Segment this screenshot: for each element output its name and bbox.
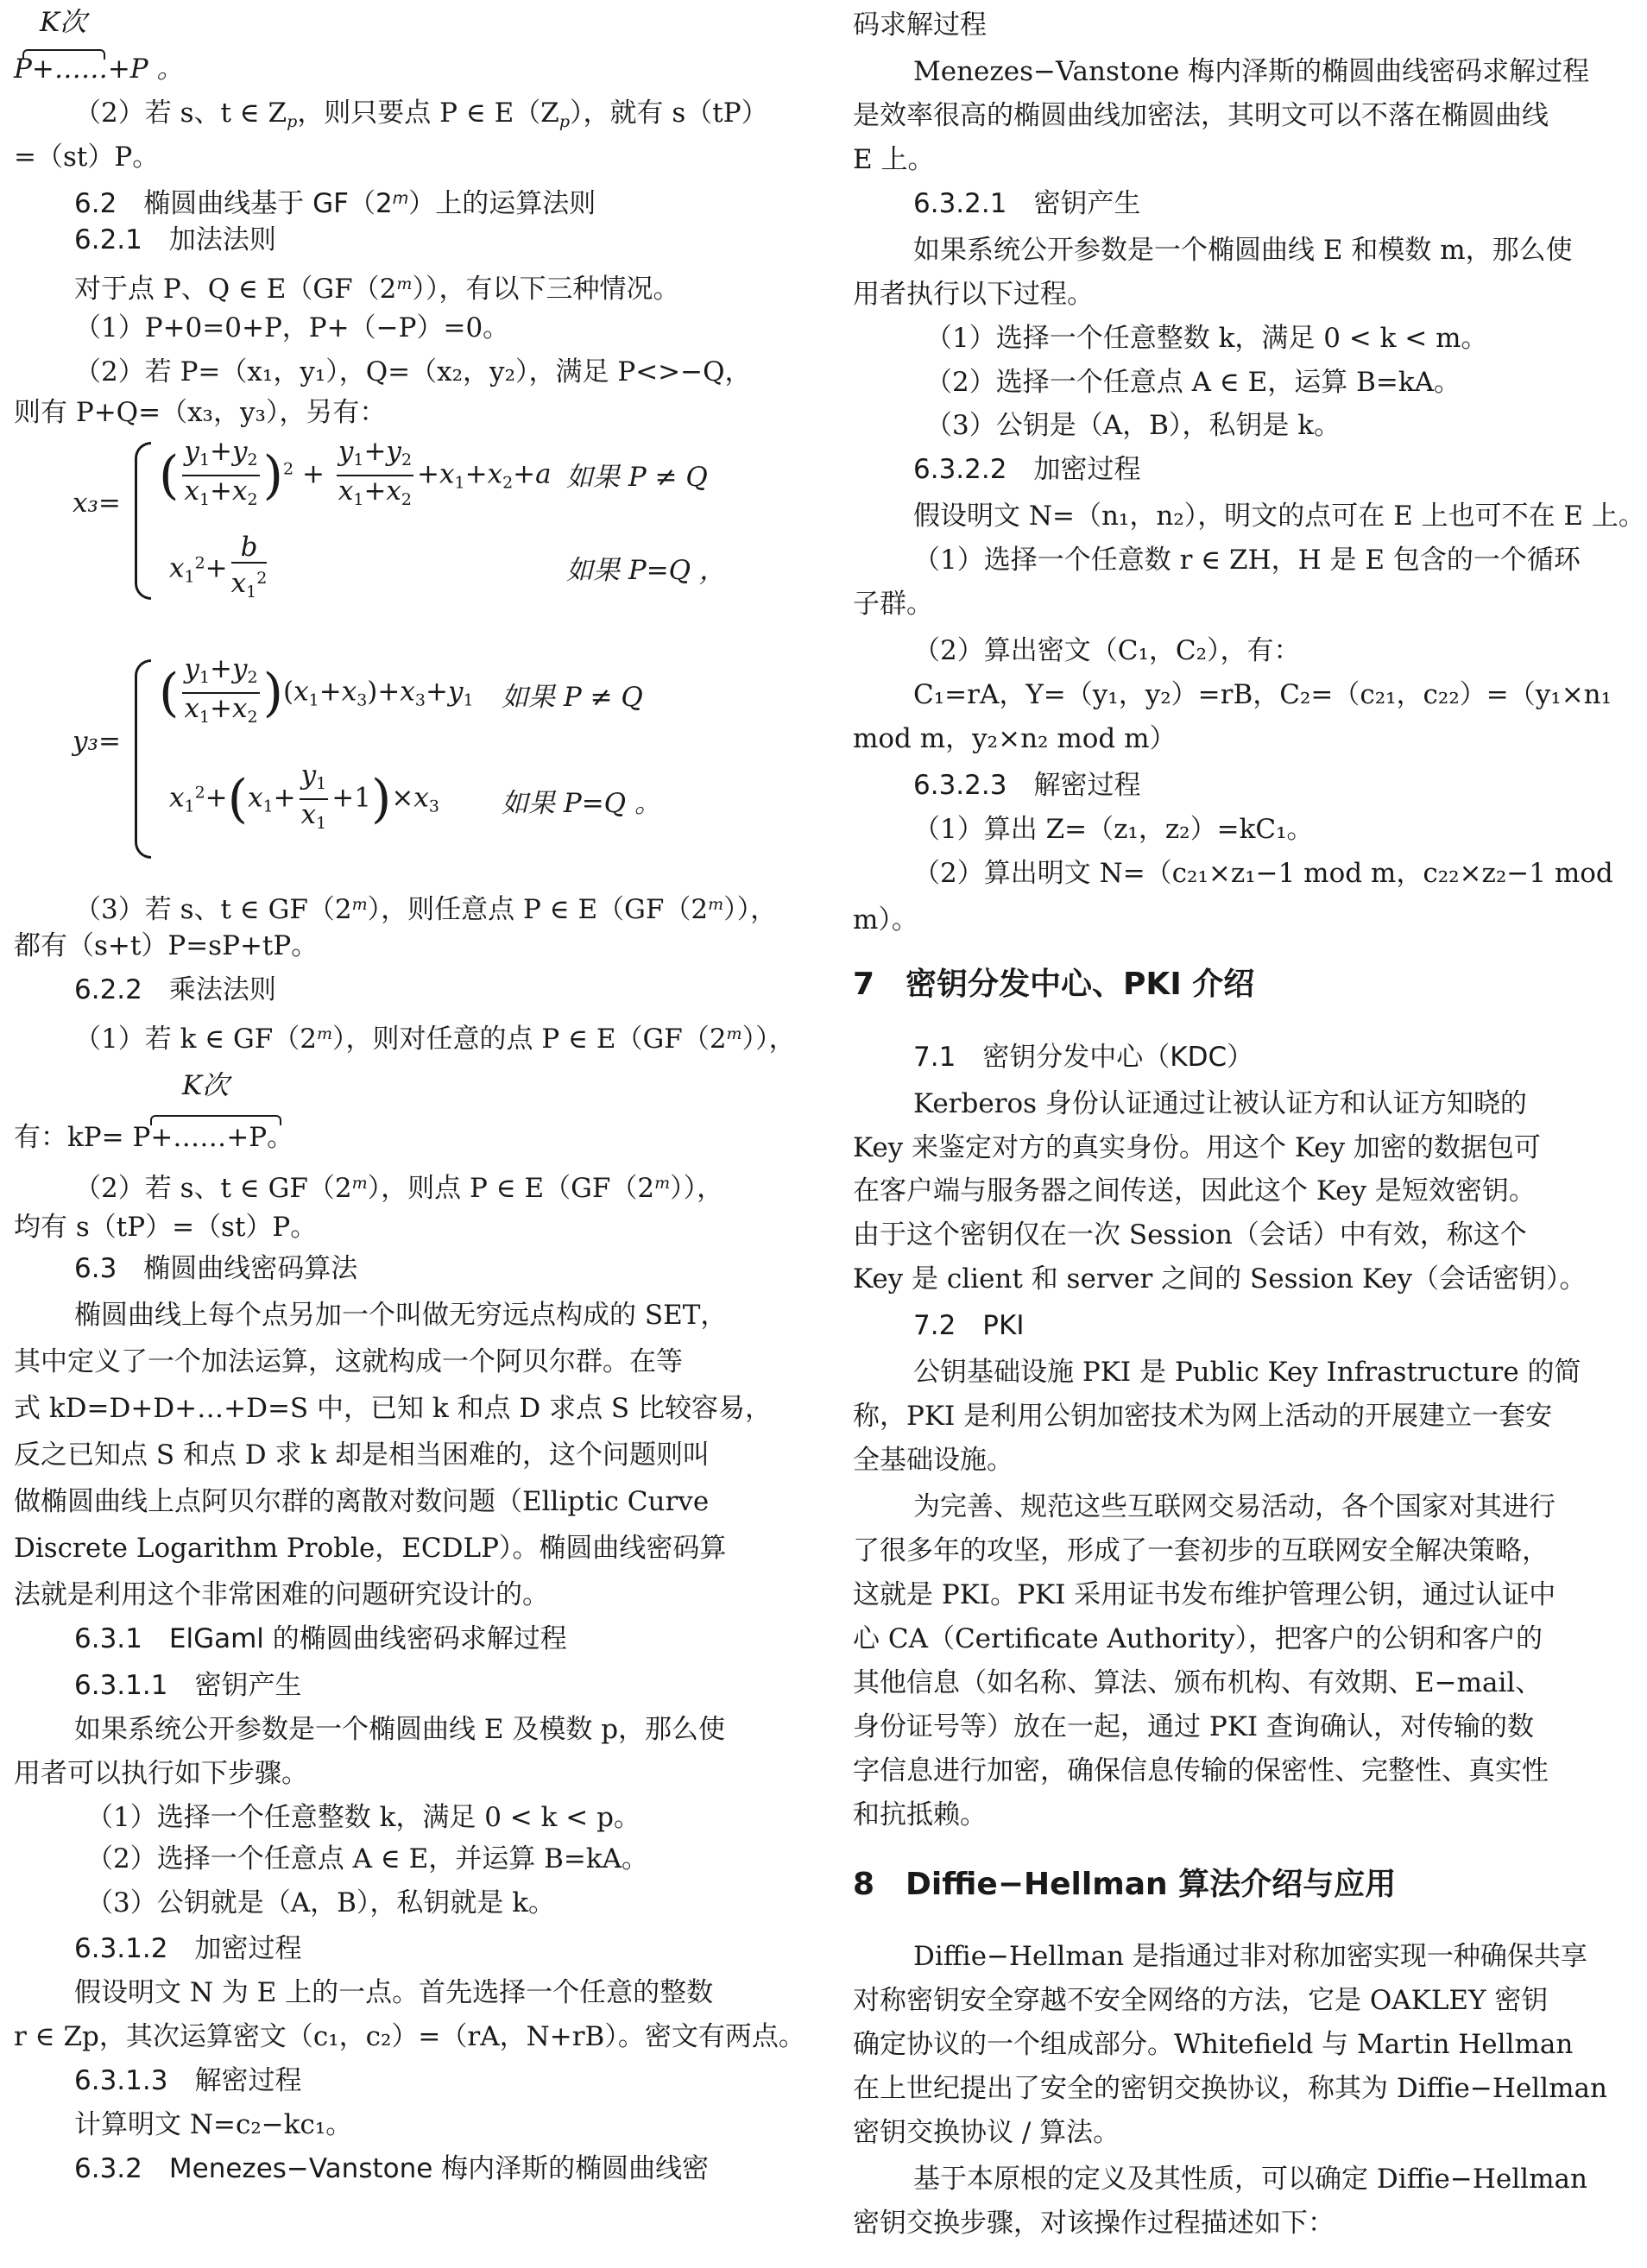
text-line: 有：kP= P+……+P。 xyxy=(14,1121,294,1153)
text-line: Key 是 client 和 server 之间的 Session Key（会话密钥）。 xyxy=(853,1263,1587,1295)
text-line: 均有 s（tP）=（st）P。 xyxy=(14,1212,318,1244)
text-line: （2）算出密文（C₁，C₂），有： xyxy=(913,635,1301,667)
text-line: 其中定义了一个加法运算，这就构成一个阿贝尔群。在等 xyxy=(14,1346,683,1378)
text-line: m）。 xyxy=(853,904,918,936)
text-line: （1）P+0=0+P，P+（−P）=0。 xyxy=(74,312,510,343)
text-line: 如果系统公开参数是一个椭圆曲线 E 及模数 p，那么使 xyxy=(74,1713,726,1745)
formula-x3-case1: ( $\frac{y_1+y_2}{x_1+x_2}$ )$^2$ + $\frac{y_1+y_2}{x_1+x_2}$ $+x_1+x_2+a$ xyxy=(159,436,552,510)
text-line: 称，PKI 是利用公钥加密技术为网上活动的开展建立一套安 xyxy=(853,1401,1553,1433)
text-line: （2）算出明文 N=（c₂₁×z₁−1 mod m，c₂₂×z₂−1 mod xyxy=(913,857,1613,889)
text-line: 计算明文 N=c₂−kc₁。 xyxy=(74,2109,353,2141)
text-line: 由于这个密钥仅在一次 Session（会话）中有效，称这个 xyxy=(853,1219,1527,1251)
chapter-heading: 7 密钥分发中心、PKI 介绍 xyxy=(853,966,1255,1002)
formula-condition: 如果 P ≠ Q xyxy=(566,462,708,494)
section-heading: 6.3.2.1 密钥产生 xyxy=(913,187,1141,219)
section-heading: 6.3.1.3 解密过程 xyxy=(74,2065,302,2097)
text-line: =（st）P。 xyxy=(14,141,160,173)
text-line: 子群。 xyxy=(853,589,933,621)
text-line: P+……+P 。 xyxy=(14,53,184,85)
formula-condition: 如果 P=Q ， xyxy=(566,555,726,587)
formula-condition: 如果 P ≠ Q xyxy=(502,682,643,714)
text-line: mod m，y₂×n₂ mod m） xyxy=(853,723,1177,755)
formula-y3-case2: $x_1^2+(x_1+$ $\frac{y_1}{x_1}$ $+1)\times x_3$ xyxy=(169,759,439,833)
text-line: 做椭圆曲线上点阿贝尔群的离散对数问题（Elliptic Curve xyxy=(14,1486,710,1518)
text-line: 在客户端与服务器之间传送，因此这个 Key 是短效密钥。 xyxy=(853,1175,1536,1207)
text-line: 式 kD=D+D+…+D=S 中，已知 k 和点 D 求点 S 比较容易， xyxy=(14,1393,773,1425)
text-line: 字信息进行加密，确保信息传输的保密性、完整性、真实性 xyxy=(853,1755,1549,1786)
text-line: 为完善、规范这些互联网交易活动，各个国家对其进行 xyxy=(913,1491,1556,1523)
text-line: 在上世纪提出了安全的密钥交换协议，称其为 Diffie−Hellman xyxy=(853,2073,1607,2105)
text-line: Diffie−Hellman 是指通过非对称加密实现一种确保共享 xyxy=(913,1941,1587,1973)
text-line: 全基础设施。 xyxy=(853,1445,1013,1477)
text-line: 身份证号等）放在一起，通过 PKI 查询确认，对传输的数 xyxy=(853,1710,1534,1742)
text-line: （3）公钥就是（A，B），私钥就是 k。 xyxy=(86,1887,556,1918)
text-line: （3）公钥是（A，B），私钥是 k。 xyxy=(925,410,1341,442)
text-line: 密钥交换步骤，对该操作过程描述如下： xyxy=(853,2208,1335,2240)
section-heading: 6.2.2 乘法法则 xyxy=(74,973,276,1005)
text-line: 则有 P+Q=（x₃，y₃），另有： xyxy=(14,397,387,429)
text-line: （1）选择一个任意整数 k，满足 0 < k < m。 xyxy=(925,322,1488,354)
text-line: （1）选择一个任意整数 k，满足 0 < k < p。 xyxy=(86,1801,640,1833)
text-line: r ∈ Zp，其次运算密文（c₁，c₂）=（rA，N+rB）。密文有两点。 xyxy=(14,2021,805,2053)
chapter-heading: 8 Diffie−Hellman 算法介绍与应用 xyxy=(853,1866,1397,1902)
text-line: 用者可以执行如下步骤。 xyxy=(14,1757,308,1789)
text-line: 其他信息（如名称、算法、颁布机构、有效期、E−mail、 xyxy=(853,1666,1543,1698)
text-line: 反之已知点 S 和点 D 求 k 却是相当困难的，这个问题则叫 xyxy=(14,1440,710,1471)
section-heading: 6.3.1 ElGaml 的椭圆曲线密码求解过程 xyxy=(74,1622,567,1654)
section-heading: 7.1 密钥分发中心（KDC） xyxy=(913,1041,1254,1073)
text-line: 和抗抵赖。 xyxy=(853,1799,987,1830)
text-line: Menezes−Vanstone 梅内泽斯的椭圆曲线密码求解过程 xyxy=(913,55,1590,87)
text-line: （1）选择一个任意数 r ∈ ZH，H 是 E 包含的一个循环 xyxy=(913,545,1581,576)
formula-label: y₃= xyxy=(73,726,121,758)
text-line: （2）选择一个任意点 A ∈ E，并运算 B=kA。 xyxy=(86,1843,649,1874)
text-line: （2）若 s、t ∈ $Z_p$，则只要点 P ∈ $E(Z_p)$，就有 s（tP） xyxy=(74,97,768,131)
text-line: C₁=rA，Y=（y₁，y₂）=rB，C₂=（c₂₁，c₂₂）=（y₁×n₁ xyxy=(913,679,1612,711)
section-heading: 6.3.2.2 加密过程 xyxy=(913,454,1141,486)
text-line: 确定协议的一个组成部分。Whitefield 与 Martin Hellman xyxy=(853,2029,1574,2061)
section-heading: 6.3.1.1 密钥产生 xyxy=(74,1669,302,1701)
text-line: （1）算出 Z=（z₁，z₂）=kC₁。 xyxy=(913,813,1314,845)
section-heading: 6.2 椭圆曲线基于 GF（2$^m$）上的运算法则 xyxy=(74,187,596,219)
text-line: 法就是利用这个非常困难的问题研究设计的。 xyxy=(14,1578,549,1610)
formula-brace xyxy=(135,442,151,600)
text-line: 基于本原根的定义及其性质，可以确定 Diffie−Hellman xyxy=(913,2164,1587,2196)
text-line: （3）若 s、t ∈ GF（2$^m$），则任意点 P ∈ E（GF（2$^m$））， xyxy=(74,893,778,925)
section-heading: 6.3.1.2 加密过程 xyxy=(74,1933,302,1965)
formula-label: x₃= xyxy=(73,488,121,520)
formula-brace xyxy=(135,659,151,859)
text-line: 对称密钥安全穿越不安全网络的方法，它是 OAKLEY 密钥 xyxy=(853,1985,1549,2017)
section-heading: 码求解过程 xyxy=(853,9,987,41)
text-line: 假设明文 N=（n₁，n₂），明文的点可在 E 上也可不在 E 上。 xyxy=(913,501,1645,532)
text-line: 用者执行以下过程。 xyxy=(853,278,1094,310)
section-heading: 6.2.1 加法法则 xyxy=(74,224,276,255)
formula-y3-case1: ( $\frac{y_1+y_2}{x_1+x_2}$ )$(x_1+x_3)+x_3+y_1$ xyxy=(159,653,474,728)
text-line: Key 来鉴定对方的真实身份。用这个 Key 加密的数据包可 xyxy=(853,1131,1541,1163)
section-heading: 6.3.2.3 解密过程 xyxy=(913,769,1141,801)
k-times-label: K次 xyxy=(40,6,87,38)
text-line: 公钥基础设施 PKI 是 Public Key Infrastructure 的简 xyxy=(913,1357,1581,1389)
text-line: E 上。 xyxy=(853,143,935,175)
text-line: 密钥交换协议 / 算法。 xyxy=(853,2117,1120,2149)
text-line: 这就是 PKI。PKI 采用证书发布维护管理公钥，通过认证中 xyxy=(853,1578,1556,1610)
text-line: Kerberos 身份认证通过让被认证方和认证方知晓的 xyxy=(913,1087,1527,1119)
formula-condition: 如果 P=Q 。 xyxy=(502,787,661,819)
text-line: 了很多年的攻坚，形成了一套初步的互联网安全解决策略， xyxy=(853,1534,1549,1566)
formula-x3-case2: $x_1^2+$ $\frac{b}{x_1^2}$ xyxy=(169,532,268,602)
k-times-label: K次 xyxy=(182,1069,230,1101)
text-line: （2）若 s、t ∈ GF（2$^m$），则点 P ∈ E（GF（2$^m$））， xyxy=(74,1173,724,1205)
section-heading: 6.3.2 Menezes−Vanstone 梅内泽斯的椭圆曲线密 xyxy=(74,2153,710,2185)
text-line: Discrete Logarithm Proble，ECDLP）。椭圆曲线密码算 xyxy=(14,1532,727,1564)
section-heading: 7.2 PKI xyxy=(913,1310,1025,1342)
text-line: 都有（s+t）P=sP+tP。 xyxy=(14,929,319,961)
text-line: 如果系统公开参数是一个椭圆曲线 E 和模数 m，那么使 xyxy=(913,234,1573,266)
text-line: （1）若 k ∈ GF（2$^m$），则对任意的点 P ∈ E（GF（2$^m$））， xyxy=(74,1023,796,1055)
text-line: 椭圆曲线上每个点另加一个叫做无穷远点构成的 SET， xyxy=(74,1300,728,1332)
text-line: （2）若 P=（x₁，y₁），Q=（x₂，y₂），满足 P<>−Q， xyxy=(74,356,752,387)
text-line: 是效率很高的椭圆曲线加密法，其明文可以不落在椭圆曲线 xyxy=(853,99,1549,131)
text-line: 假设明文 N 为 E 上的一点。首先选择一个任意的整数 xyxy=(74,1977,714,2009)
text-line: 心 CA（Certificate Authority），把客户的公钥和客户的 xyxy=(853,1622,1543,1654)
section-heading: 6.3 椭圆曲线密码算法 xyxy=(74,1253,358,1285)
text-line: 对于点 P、Q ∈ E（GF（2$^m$）），有以下三种情况。 xyxy=(74,273,680,305)
text-line: （2）选择一个任意点 A ∈ E，运算 B=kA。 xyxy=(925,366,1461,398)
